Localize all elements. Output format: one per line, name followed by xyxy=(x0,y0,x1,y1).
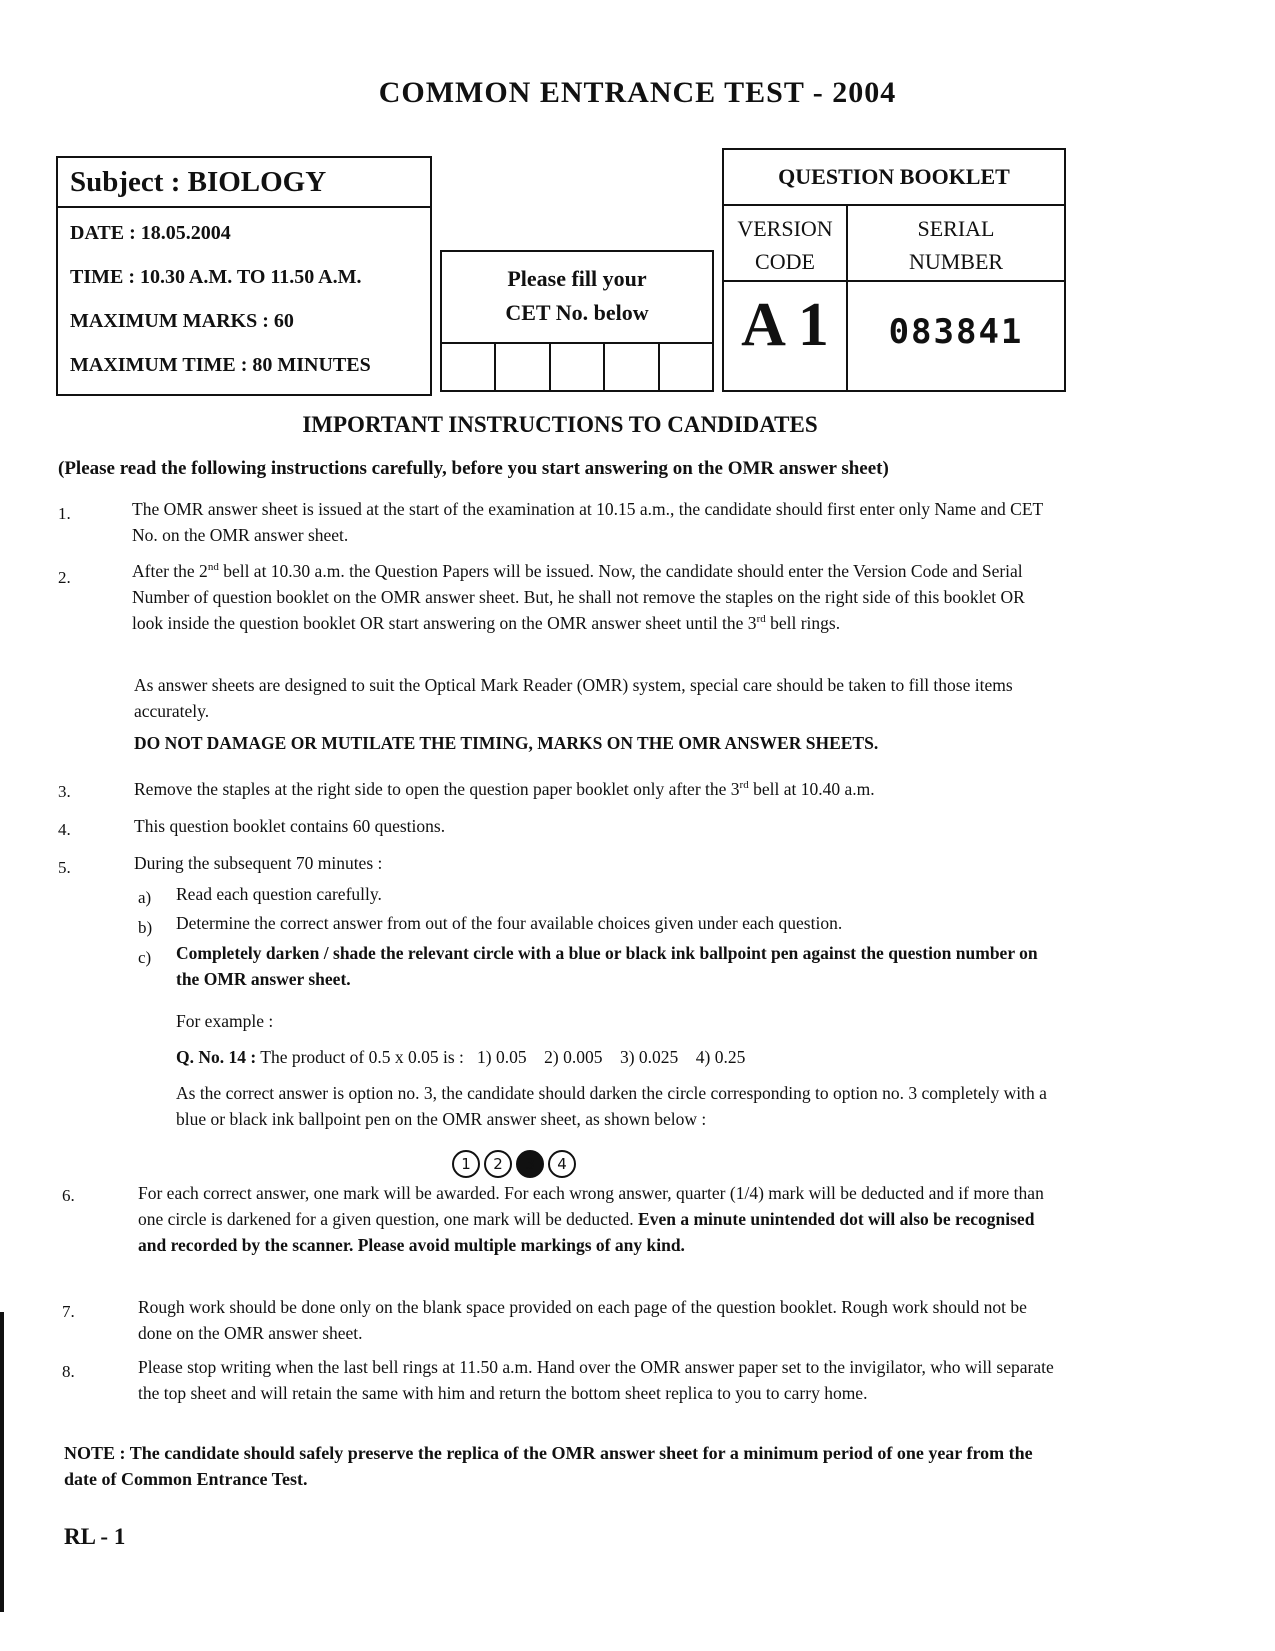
version-code-label: VERSION CODE xyxy=(737,216,833,274)
item-number: 3. xyxy=(58,782,71,801)
subject-info-box xyxy=(56,156,432,396)
exam-date: DATE : 18.05.2004 xyxy=(70,222,231,244)
instructions-subheading: (Please read the following instructions carefully, before you start answering on the OMR answer sheet) xyxy=(58,458,889,479)
instruction-item: Remove the staples at the right side to open the question paper booklet only after the 3rd bell at 10.40 a.m. xyxy=(134,779,875,799)
omr-bubble: 2 xyxy=(484,1150,512,1178)
subject-label: Subject : BIOLOGY xyxy=(58,158,430,208)
omr-bubble: 1 xyxy=(452,1150,480,1178)
cet-number-cells xyxy=(442,342,712,390)
item-number: 6. xyxy=(62,1186,75,1205)
example-question: Q. No. 14 : The product of 0.5 x 0.05 is : 1) 0.05 2) 0.005 3) 0.025 4) 0.25 xyxy=(176,1047,746,1067)
sub-item: Completely darken / shade the relevant circle with a blue or black ink ballpoint pen against the question number on the OMR answer sheet. xyxy=(176,943,1038,989)
sub-item: Read each question carefully. xyxy=(176,884,382,904)
omr-example-bubbles xyxy=(452,1150,576,1178)
max-time: MAXIMUM TIME : 80 MINUTES xyxy=(70,354,371,376)
example-explanation: As the correct answer is option no. 3, the candidate should darken the circle corresponding to option no. 3 completely with a blue or black ink ballpoint pen on the OMR answer sheet, as shown below : xyxy=(176,1083,1047,1129)
instruction-item: Please stop writing when the last bell rings at 11.50 a.m. Hand over the OMR answer paper set to the invigilator, who will separate the top sheet and will retain the same with him and return the bottom sheet replica to you to carry home. xyxy=(138,1357,1054,1403)
cet-digit-cell[interactable] xyxy=(496,344,550,390)
omr-bubble: 4 xyxy=(548,1150,576,1178)
item-number: 5. xyxy=(58,858,71,877)
instruction-item: For each correct answer, one mark will be awarded. For each wrong answer, quarter (1/4) mark will be deducted and if more than one circle is darkened for a given question, one mark will be deducted. Even a minute unintended dot will also be recognised and recorded by the scanner. Please avoid multiple markings of any kind. xyxy=(138,1183,1044,1255)
sub-item: Determine the correct answer from out of the four available choices given under each question. xyxy=(176,913,843,933)
page-title: COMMON ENTRANCE TEST - 2004 xyxy=(378,76,897,109)
instruction-item: During the subsequent 70 minutes : xyxy=(134,853,383,873)
item-number: 2. xyxy=(58,568,71,587)
instructions-heading: IMPORTANT INSTRUCTIONS TO CANDIDATES xyxy=(302,412,818,437)
binding-edge-mark xyxy=(0,1312,4,1612)
max-marks: MAXIMUM MARKS : 60 xyxy=(70,310,294,332)
cet-digit-cell[interactable] xyxy=(605,344,659,390)
version-code-value: A 1 xyxy=(741,291,829,359)
item-number: 4. xyxy=(58,820,71,839)
instruction-item: Rough work should be done only on the blank space provided on each page of the question booklet. Rough work should not be done on the OMR answer sheet. xyxy=(138,1297,1027,1343)
serial-number-label: SERIAL NUMBER xyxy=(908,216,1004,274)
do-not-damage-warning: DO NOT DAMAGE OR MUTILATE THE TIMING, MARKS ON THE OMR ANSWER SHEETS. xyxy=(134,733,879,753)
cet-number-box xyxy=(440,250,714,392)
item-number: 1. xyxy=(58,504,71,523)
cet-digit-cell[interactable] xyxy=(442,344,496,390)
note: NOTE : The candidate should safely preserve the replica of the OMR answer sheet for a minimum period of one year from the date of Common Entrance Test. xyxy=(64,1443,1033,1489)
cet-instruction-line-1: Please fill your xyxy=(507,266,647,291)
instruction-item: This question booklet contains 60 questions. xyxy=(134,816,446,836)
omr-note: As answer sheets are designed to suit the Optical Mark Reader (OMR) system, special care should be taken to fill those items accurately. xyxy=(134,675,1013,721)
cet-instruction-line-2: CET No. below xyxy=(505,300,649,325)
instruction-item: The OMR answer sheet is issued at the start of the examination at 10.15 a.m., the candidate should first enter only Name and CET No. on the OMR answer sheet. xyxy=(132,499,1043,545)
omr-bubble-filled: 3 xyxy=(516,1150,544,1178)
sub-item-letter: a) xyxy=(138,888,152,907)
page-code: RL - 1 xyxy=(64,1524,126,1549)
exam-time: TIME : 10.30 A.M. TO 11.50 A.M. xyxy=(70,266,362,288)
question-booklet-box xyxy=(722,148,1066,392)
sub-item-letter: c) xyxy=(138,948,152,967)
sub-item-letter: b) xyxy=(138,918,153,937)
serial-number-value: 083841 xyxy=(888,312,1024,352)
item-number: 7. xyxy=(62,1302,75,1321)
example-label: For example : xyxy=(176,1011,274,1031)
instruction-item: After the 2nd bell at 10.30 a.m. the Question Papers will be issued. Now, the candidate should enter the Version Code and Serial Number of question booklet on the OMR answer sheet. But, he shall not remove the staples on the right side of this booklet OR look inside the question booklet OR start answering on the OMR answer sheet until the 3rd bell rings. xyxy=(132,561,1025,633)
item-number: 8. xyxy=(62,1362,75,1381)
cet-digit-cell[interactable] xyxy=(551,344,605,390)
cet-digit-cell[interactable] xyxy=(660,344,712,390)
booklet-heading: QUESTION BOOKLET xyxy=(724,150,1064,206)
